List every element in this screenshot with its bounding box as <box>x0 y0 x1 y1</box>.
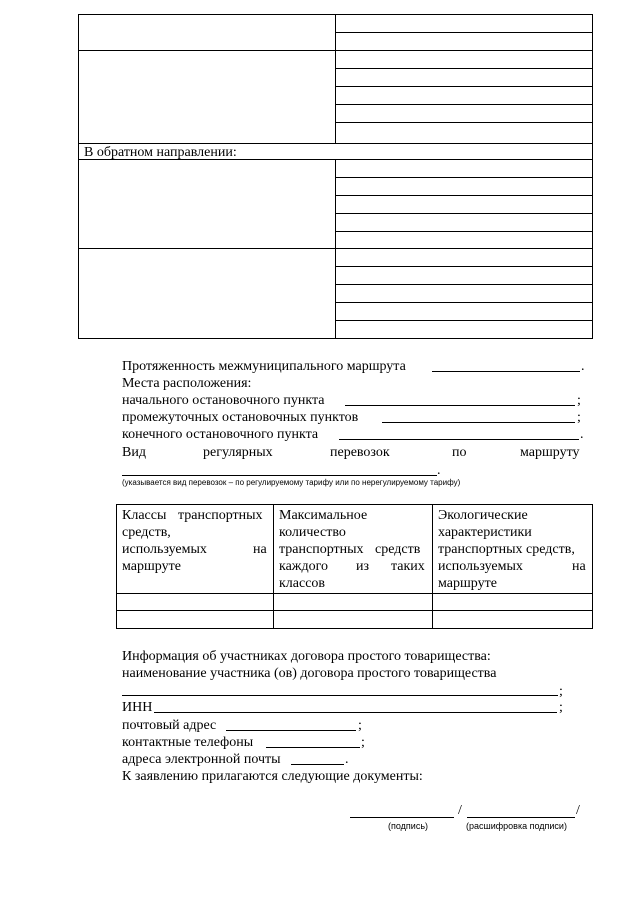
postal-address-label: почтовый адрес <box>122 718 217 733</box>
signature-decode-caption: (расшифровка подписи) <box>466 821 567 831</box>
phones-field[interactable] <box>266 747 360 748</box>
col1-line4: маршруте <box>122 559 181 574</box>
col1-line3-a: используемых <box>122 542 207 557</box>
col3-line4-a: используемых <box>438 559 523 574</box>
participants-heading: Информация об участниках договора простого товарищества: <box>122 649 491 664</box>
col2-line1: Максимальное <box>279 508 368 523</box>
col2-line5: классов <box>279 576 326 591</box>
col1-line3-b: на <box>253 542 267 557</box>
col3-line5: маршруте <box>438 576 497 591</box>
transport-type-w4: по <box>452 445 467 460</box>
middle-stops-label: промежуточных остановочных пунктов <box>122 410 359 425</box>
attachments-label: К заявлению прилагаются следующие документы: <box>122 769 423 784</box>
end-stop-label: конечного остановочного пункта <box>122 427 319 442</box>
transport-type-note: (указывается вид перевозок – по регулируемому тарифу или по нерегулируемому тарифу) <box>122 478 461 487</box>
participant-name-field[interactable] <box>122 695 558 696</box>
col2-line3-b: средств <box>375 542 421 557</box>
col1-line1-b: транспортных <box>178 508 263 523</box>
postal-address-end: ; <box>358 718 362 733</box>
email-label: адреса электронной почты <box>122 752 281 767</box>
end-stop-end: . <box>580 427 584 442</box>
transport-type-w2: регулярных <box>203 445 273 460</box>
participant-name-end: ; <box>559 684 563 699</box>
col3-line3: транспортных средств, <box>438 542 575 557</box>
email-end: . <box>345 752 349 767</box>
col2-line4-b: из <box>356 559 370 574</box>
col3-line2: характеристики <box>438 525 532 540</box>
route-length-end: . <box>581 359 585 374</box>
route-length-label: Протяженность межмуниципального маршрута <box>122 359 406 374</box>
col2-line4-a: каждого <box>279 559 328 574</box>
transport-type-w1: Вид <box>122 445 146 460</box>
start-stop-field[interactable] <box>345 405 575 406</box>
reverse-direction-label: В обратном направлении: <box>84 145 237 160</box>
phones-end: ; <box>361 735 365 750</box>
signature-caption: (подпись) <box>388 821 429 831</box>
places-label: Места расположения: <box>122 376 252 391</box>
route-length-field[interactable] <box>432 371 580 372</box>
end-stop-field[interactable] <box>339 439 579 440</box>
email-field[interactable] <box>291 764 344 765</box>
start-stop-end: ; <box>577 393 581 408</box>
transport-type-w3: перевозок <box>330 445 390 460</box>
col2-line3-a: транспортных <box>279 542 364 557</box>
col1-line2: средств, <box>122 525 171 540</box>
signature-slash-2: / <box>576 803 580 818</box>
inn-end: ; <box>559 700 563 715</box>
transport-type-w5: маршруту <box>520 445 580 460</box>
col3-line1: Экологические <box>438 508 528 523</box>
phones-label: контактные телефоны <box>122 735 254 750</box>
signature-field[interactable] <box>350 817 454 818</box>
col3-line4-b: на <box>572 559 586 574</box>
middle-stops-end: ; <box>577 410 581 425</box>
inn-label: ИНН <box>122 700 153 715</box>
inn-field[interactable] <box>154 712 557 713</box>
transport-type-end: . <box>437 463 441 478</box>
signature-decode-field[interactable] <box>467 817 575 818</box>
start-stop-label: начального остановочного пункта <box>122 393 325 408</box>
signature-slash-1: / <box>458 803 462 818</box>
postal-address-field[interactable] <box>226 730 356 731</box>
participant-name-label: наименование участника (ов) договора простого товарищества <box>122 666 497 681</box>
col1-line1-a: Классы <box>122 508 167 523</box>
col2-line2: количество <box>279 525 346 540</box>
transport-type-field[interactable] <box>122 475 437 476</box>
col2-line4-c: таких <box>391 559 425 574</box>
middle-stops-field[interactable] <box>382 422 575 423</box>
